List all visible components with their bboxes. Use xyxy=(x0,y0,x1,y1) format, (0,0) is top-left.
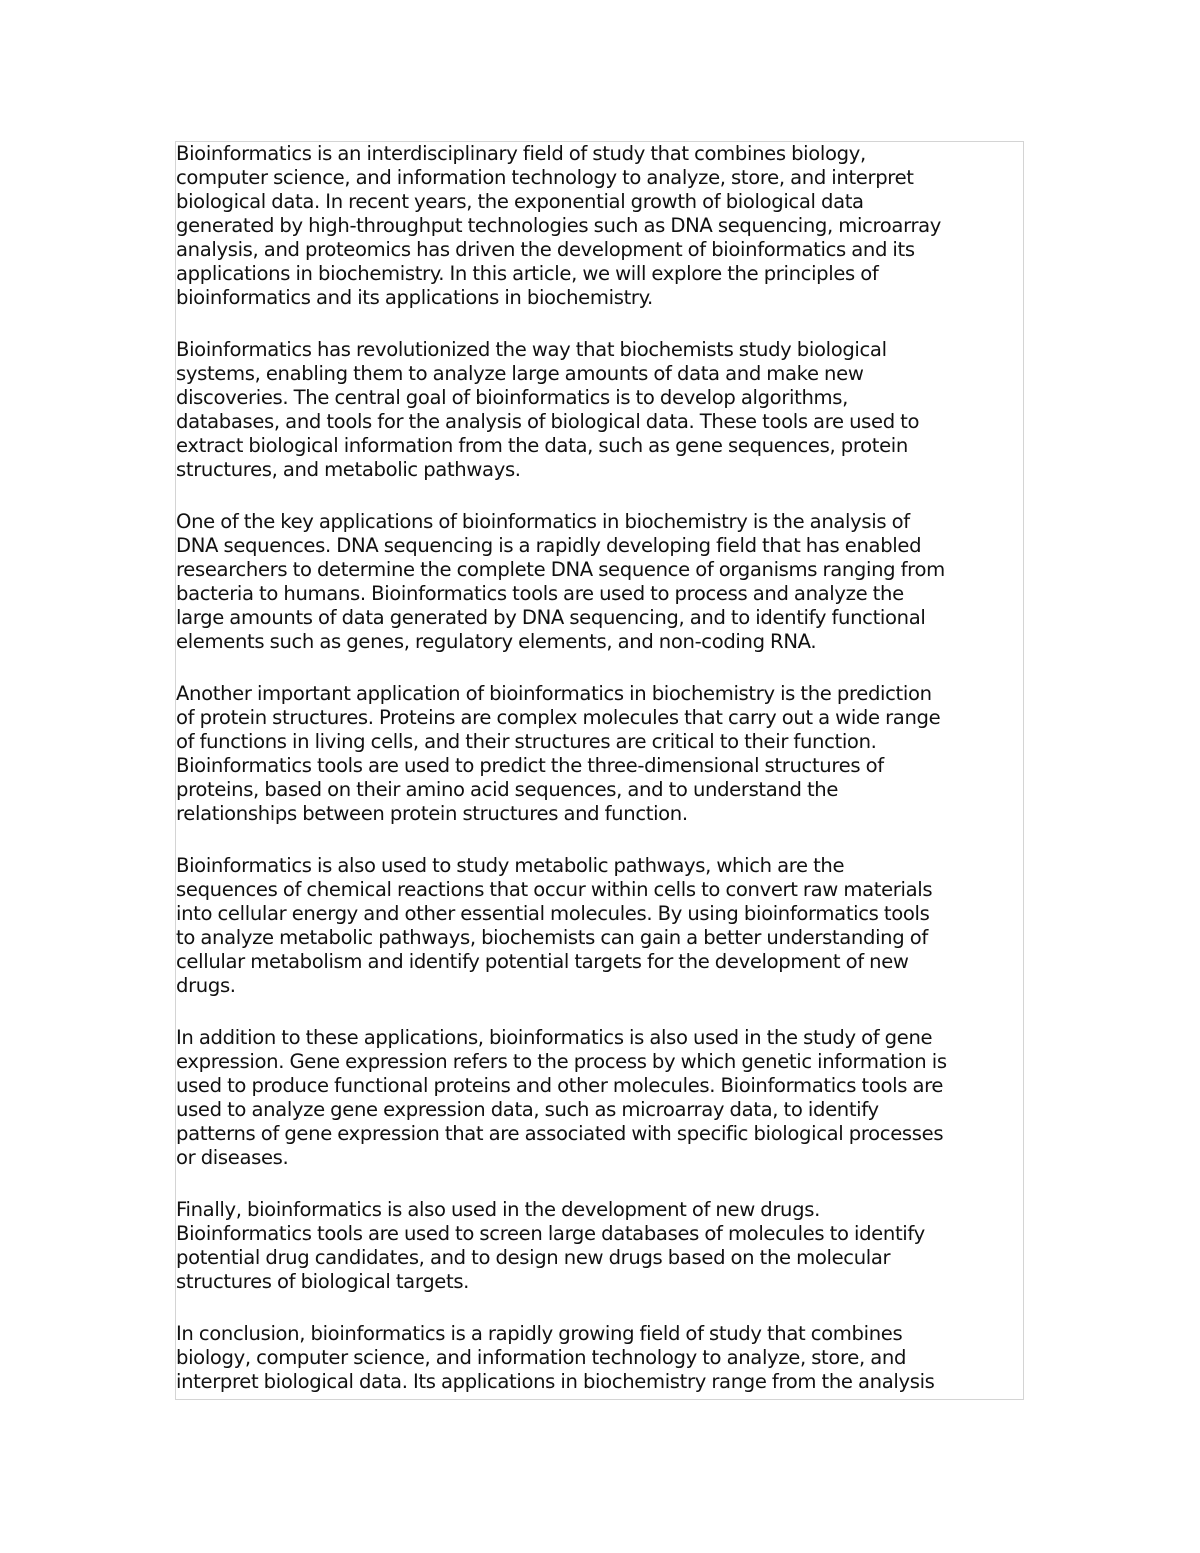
paragraph-dna-sequences: One of the key applications of bioinformatics in biochemistry is the analysis of DNA sequences. DNA sequencing is a rapidly developing field that has enabled researchers to determine the complete DNA sequence of organisms ranging from bacteria to humans. Bioinformatics tools are used to process and analyze the large amounts of data generated by DNA sequencing, and to identify functional elements such as genes, regulatory elements, and non-coding RNA. xyxy=(176,510,945,653)
paragraph-conclusion: In conclusion, bioinformatics is a rapidly growing field of study that combines biology, computer science, and information technology to analyze, store, and interpret biological data. Its applications in biochemistry range from the analysis xyxy=(176,1322,935,1393)
paragraph-metabolic-pathways: Bioinformatics is also used to study metabolic pathways, which are the sequences of chemical reactions that occur within cells to convert raw materials into cellular energy and other essential molecules. By using bioinformatics tools to analyze metabolic pathways, biochemists can gain a better understanding of cellular metabolism and identify potential targets for the development of new drugs. xyxy=(176,854,933,997)
paragraph-protein-structures: Another important application of bioinformatics in biochemistry is the prediction of protein structures. Proteins are complex molecules that carry out a wide range of functions in living cells, and their structures are critical to their function. Bioinformatics tools are used to predict the three-dimensional structures of proteins, based on their amino acid sequences, and to understand the relationships between protein structures and function. xyxy=(176,682,941,825)
paragraph-gene-expression: In addition to these applications, bioinformatics is also used in the study of gene expression. Gene expression refers to the process by which genetic information is used to produce functional proteins and other molecules. Bioinformatics tools are used to analyze gene expression data, such as microarray data, to identify patterns of gene expression that are associated with specific biological processes or diseases. xyxy=(176,1026,947,1169)
article-body xyxy=(176,142,1023,1394)
paragraph-intro: Bioinformatics is an interdisciplinary field of study that combines biology, computer science, and information technology to analyze, store, and interpret biological data. In recent years, the exponential growth of biological data generated by high-throughput technologies such as DNA sequencing, microarray analysis, and proteomics has driven the development of bioinformatics and its applications in biochemistry. In this article, we will explore the principles of bioinformatics and its applications in biochemistry. xyxy=(176,142,942,309)
paragraph-drug-development: Finally, bioinformatics is also used in the development of new drugs. Bioinformatics tools are used to screen large databases of molecules to identify potential drug candidates, and to design new drugs based on the molecular structures of biological targets. xyxy=(176,1198,925,1293)
text-frame xyxy=(175,141,1024,1400)
paragraph-revolution: Bioinformatics has revolutionized the way that biochemists study biological systems, enabling them to analyze large amounts of data and make new discoveries. The central goal of bioinformatics is to develop algorithms, databases, and tools for the analysis of biological data. These tools are used to extract biological information from the data, such as gene sequences, protein structures, and metabolic pathways. xyxy=(176,338,920,481)
